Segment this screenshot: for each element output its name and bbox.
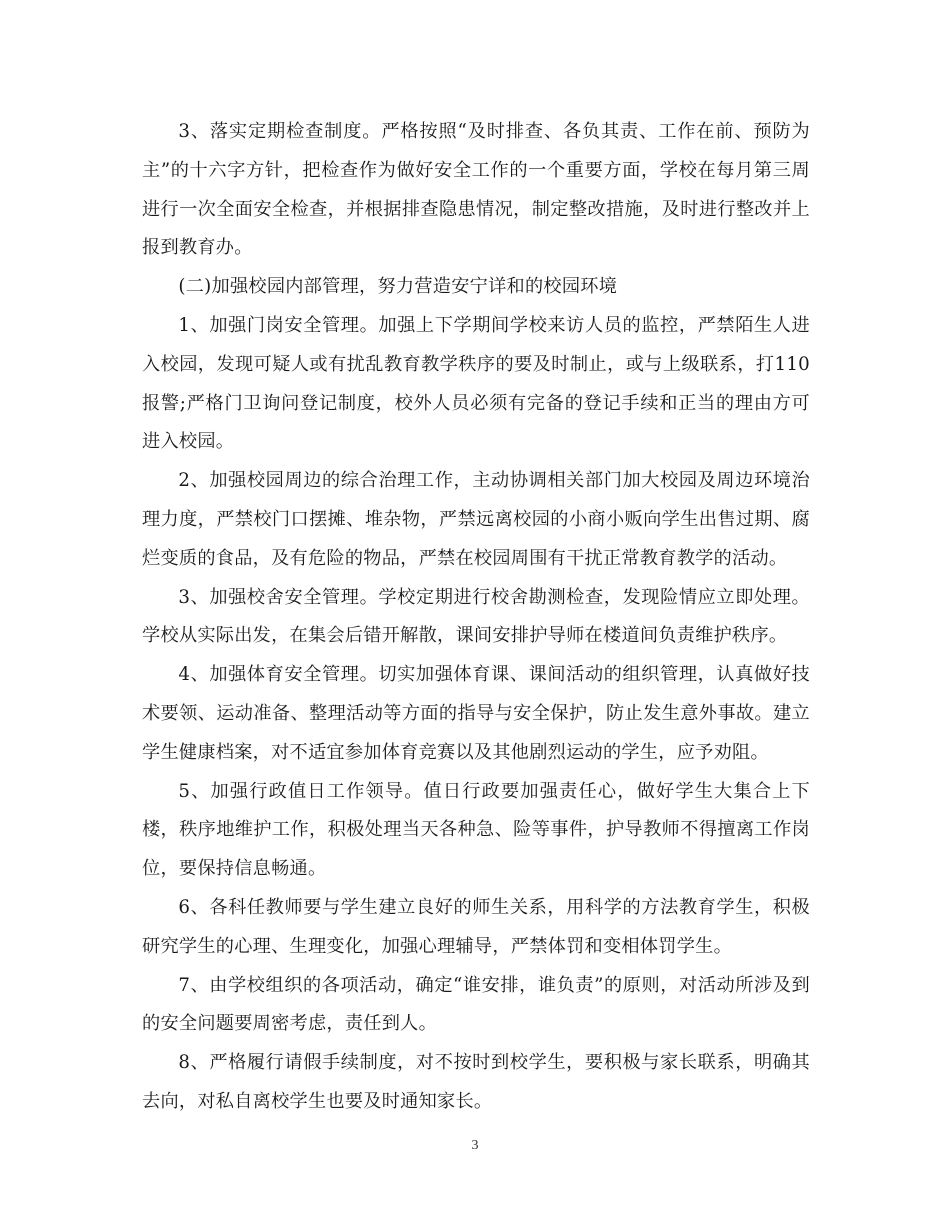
paragraph-inspection-system: 3、落实定期检查制度。严格按照“及时排查、各负其责、工作在前、预防为主”的十六字方针，把检查作为做好安全工作的一个重要方面，学校在每月第三周进行一次全面安全检查，并根据排查隐患情况，制定整改措施，及时进行整改并上报到教育办。 [142,121,810,259]
paragraph-building-safety: 3、加强校舍安全管理。学校定期进行校舍勘测检查，发现险情应立即处理。学校从实际出发，在集会后错开解散，课间安排护导师在楼道间负责维护秩序。 [142,586,810,647]
paragraph-leave-procedure: 8、严格履行请假手续制度，对不按时到校学生，要积极与家长联系，明确其去向，对私自离校学生也要及时通知家长。 [142,1052,810,1112]
section-heading-campus-management: (二)加强校园内部管理，努力营造安宁详和的校园环境 [178,276,618,298]
document-body [142,113,810,1122]
paragraph-duty-leadership: 5、加强行政值日工作领导。值日行政要加强责任心，做好学生大集合上下楼，秩序地维护工作，积极处理当天各种急、险等事件，护导教师不得擅离工作岗位，要保持信息畅通。 [142,780,810,880]
paragraph-surroundings-governance: 2、加强校园周边的综合治理工作，主动协调相关部门加大校园及周边环境治理力度，严禁校门口摆摊、堆杂物，严禁远离校园的小商小贩向学生出售过期、腐烂变质的食品，及有危险的物品，严禁在校园周围有干扰正常教育教学的活动。 [142,470,810,569]
paragraph-sports-safety: 4、加强体育安全管理。切实加强体育课、课间活动的组织管理，认真做好技术要领、运动准备、整理活动等方面的指导与安全保护，防止发生意外事故。建立学生健康档案，对不适宜参加体育竞赛以及其他剧烈运动的学生，应予劝阻。 [142,664,810,763]
paragraph-teacher-relations: 6、各科任教师要与学生建立良好的师生关系，用科学的方法教育学生，积极研究学生的心理、生理变化，加强心理辅导，严禁体罚和变相体罚学生。 [142,896,810,957]
paragraph-activity-responsibility: 7、由学校组织的各项活动，确定“谁安排，谁负责”的原则，对活动所涉及到的安全问题要周密考虑，责任到人。 [142,974,810,1035]
paragraph-gate-security: 1、加强门岗安全管理。加强上下学期间学校来访人员的监控，严禁陌生人进入校园，发现可疑人或有扰乱教育教学秩序的要及时制止，或与上级联系，打110报警;严格门卫询问登记制度，校外人员必须有完备的登记手续和正当的理由方可进入校园。 [142,314,810,453]
page-number: 3 [471,1138,479,1153]
